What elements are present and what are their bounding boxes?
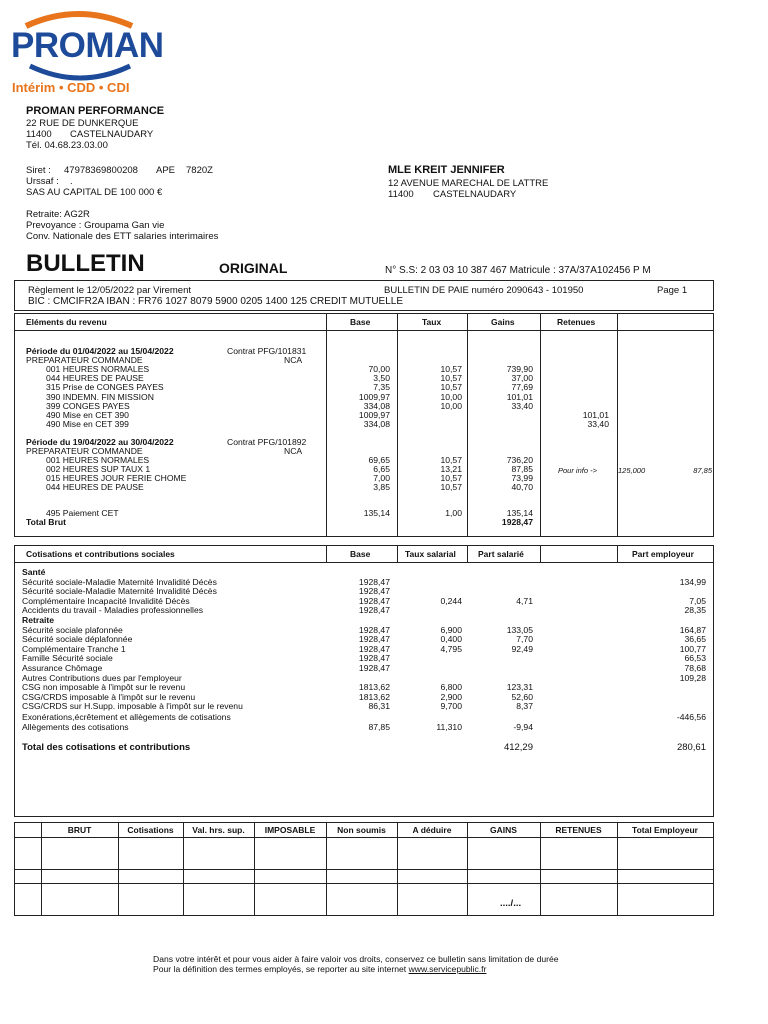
cotisation-taux: 11,310 (436, 721, 462, 732)
line-gains: 40,70 (511, 482, 533, 493)
original-label: ORIGINAL (219, 260, 288, 276)
servicepublic-link[interactable]: www.servicepublic.fr (408, 964, 487, 974)
bulletin-title: BULLETIN (26, 250, 145, 277)
col-divider (617, 545, 618, 562)
cotisation-taux: 6,800 (440, 682, 462, 693)
cotisation-part: 123,31 (506, 682, 533, 693)
summary-divider (14, 869, 714, 870)
line-label: 490 Mise en CET 399 (46, 418, 129, 429)
pour-info-amount: 87,85 (693, 466, 712, 476)
line-label: 044 HEURES DE PAUSE (46, 373, 144, 384)
cotisation-base: 1928,47 (358, 576, 390, 587)
header-taux: Taux (422, 317, 442, 327)
company-tel: Tél. 04.68.23.03.00 (26, 140, 108, 151)
line-base: 6,65 (373, 464, 390, 475)
company-city: CASTELNAUDARY (70, 129, 154, 140)
col-divider (397, 545, 398, 562)
line-gains: 87,85 (511, 464, 533, 475)
cotisation-taux: 0,244 (440, 595, 462, 606)
summary-divider (14, 883, 714, 884)
col-divider (617, 822, 618, 916)
line-taux: 10,57 (440, 373, 462, 384)
ape-label: APE (156, 165, 176, 176)
company-retraite: Retraite: AG2R (26, 209, 90, 220)
cotisation-label: Accidents du travail - Maladies professionnelles (22, 605, 204, 616)
line-taux: 13,21 (440, 464, 462, 475)
line-taux: 10,57 (440, 455, 462, 466)
cotisation-label: Exonérations,écrêtement et allègements de cotisations (22, 711, 231, 722)
cet-taux: 1,00 (445, 508, 462, 518)
ape-value: 7820Z (186, 165, 213, 176)
cotisation-base: 1813,62 (358, 691, 390, 702)
cotisation-label: Sécurité sociale-Maladie Maternité Invalidité Décès (22, 586, 217, 597)
line-taux: 10,57 (440, 364, 462, 375)
col-divider (540, 822, 541, 916)
bulletin-number: BULLETIN DE PAIE numéro 2090643 - 101950 (384, 285, 584, 296)
cotisation-taux: 0,400 (440, 634, 462, 645)
cotisation-taux: 6,900 (440, 624, 462, 635)
nca-code: NCA (284, 446, 303, 456)
cotisation-label: Autres Contributions dues par l'employeur (22, 672, 182, 683)
col-divider (326, 545, 327, 562)
summary-header: BRUT (67, 825, 92, 835)
summary-header: IMPOSABLE (264, 825, 316, 835)
line-label: 002 HEURES SUP TAUX 1 (46, 464, 151, 475)
footer-line2-text: Pour la définition des termes employés, se reporter au site internet (153, 964, 409, 974)
period-title: Période du 01/04/2022 au 15/04/2022 (26, 346, 174, 356)
line-label: 399 CONGES PAYES (46, 400, 130, 411)
line-label: 015 HEURES JOUR FERIE CHOME (46, 473, 187, 484)
cotisation-base: 1928,47 (358, 586, 390, 597)
cotisation-employeur: 164,87 (679, 624, 706, 635)
cotisation-base: 1928,47 (358, 595, 390, 606)
header-elements: Eléments du revenu (26, 317, 107, 327)
cotisation-part: 8,37 (516, 701, 533, 712)
cotisation-label: CSG/CRDS imposable à l'impôt sur le revenu (22, 691, 196, 702)
line-base: 3,85 (373, 482, 390, 493)
line-gains: 736,20 (506, 455, 533, 466)
cotisation-label: Retraite (22, 615, 54, 625)
cotisation-base: 1928,47 (358, 605, 390, 616)
company-street: 22 RUE DE DUNKERQUE (26, 118, 139, 129)
cotis-header-taux: Taux salarial (405, 549, 456, 559)
line-base: 1009,97 (358, 391, 390, 402)
cotisation-label: Sécurité sociale plafonnée (22, 624, 123, 635)
logo-brand: PROMAN (11, 26, 164, 65)
line-taux: 10,57 (440, 382, 462, 393)
cotisation-label: Assurance Chômage (22, 663, 103, 673)
cotisation-label: Complémentaire Incapacité Invalidité Décès (22, 595, 190, 606)
urssaf-label: Urssaf : (26, 176, 59, 187)
employee-name: MLE KREIT JENNIFER (388, 164, 505, 176)
job-title: PREPARATEUR COMMANDE (26, 355, 143, 366)
line-base: 334,08 (363, 400, 390, 411)
cotisation-employeur: 134,99 (679, 576, 706, 587)
reglement: Règlement le 12/05/2022 par Virement (28, 285, 192, 296)
company-name: PROMAN PERFORMANCE (26, 105, 165, 117)
line-gains: 37,00 (511, 373, 533, 384)
cotisation-base: 86,31 (368, 701, 390, 712)
summary-header: GAINS (490, 825, 517, 835)
company-convention: Conv. Nationale des ETT salaries interimaires (26, 231, 219, 242)
line-taux: 10,00 (440, 391, 462, 402)
summary-header: Non soumis (337, 825, 386, 835)
summary-header: Cotisations (127, 825, 174, 835)
cotisation-employeur: 28,35 (684, 605, 706, 616)
line-base: 1009,97 (358, 409, 390, 420)
cotisation-part: 4,71 (516, 595, 533, 606)
cotis-header-base: Base (350, 549, 371, 559)
cotisation-label: Complémentaire Tranche 1 (22, 643, 126, 654)
cotisation-base: 1928,47 (358, 624, 390, 635)
cotisation-label: Santé (22, 567, 46, 577)
page-number: Page 1 (657, 285, 688, 296)
line-retenues: 33,40 (587, 418, 609, 429)
summary-header: RETENUES (555, 825, 602, 835)
total-cotis-label: Total des cotisations et contributions (22, 742, 191, 753)
line-label: 390 INDEMN. FIN MISSION (46, 391, 154, 402)
col-divider (183, 822, 184, 916)
cotisation-label: Allègements des cotisations (22, 721, 129, 732)
line-base: 70,00 (368, 364, 390, 375)
continuation-marker: ..../... (500, 898, 522, 909)
col-divider (397, 822, 398, 916)
cotisation-label: CSG/CRDS sur H.Supp. imposable à l'impôt sur le revenu (22, 701, 243, 712)
siret-label: Siret : (26, 165, 51, 176)
cotisation-taux: 2,900 (440, 691, 462, 702)
bank-details: BIC : CMCIFR2A IBAN : FR76 1027 8079 5900 0205 1400 125 CREDIT MUTUELLE (28, 296, 403, 307)
pour-info-rate: 125,000 (618, 466, 646, 476)
pour-info-label: Pour info -> (558, 466, 597, 476)
contract-number: Contrat PFG/101892 (227, 436, 307, 447)
total-brut-value: 1928,47 (501, 517, 533, 528)
cotis-header-part: Part salarié (478, 549, 524, 559)
cotisation-employeur: 100,77 (679, 643, 706, 654)
header-gains: Gains (491, 317, 515, 327)
col-divider (617, 313, 618, 537)
footer-line2 (153, 965, 486, 975)
cotisation-label: CSG non imposable à l'impôt sur le revenu (22, 682, 186, 693)
revenue-header-divider (14, 330, 714, 331)
line-label: 001 HEURES NORMALES (46, 455, 150, 466)
employee-city: CASTELNAUDARY (433, 189, 517, 200)
line-gains: 73,99 (511, 473, 533, 484)
urssaf-value: . (70, 176, 73, 187)
cotis-header-employeur: Part employeur (632, 549, 694, 559)
line-base: 7,35 (373, 382, 390, 393)
cet-gains: 135,14 (506, 508, 533, 518)
period-title: Période du 19/04/2022 au 30/04/2022 (26, 436, 174, 447)
line-base: 334,08 (363, 418, 390, 429)
logo-tagline: Intérim • CDD • CDI (12, 80, 130, 95)
company-capital: SAS AU CAPITAL DE 100 000 € (26, 187, 163, 198)
line-base: 3,50 (373, 373, 390, 384)
cotisations-header-divider (14, 562, 714, 563)
cotisation-employeur: 36,65 (684, 634, 706, 645)
summary-header: Val. hrs. sup. (192, 825, 245, 835)
header-base: Base (350, 317, 371, 327)
col-divider (326, 822, 327, 916)
cotis-header-title: Cotisations et contributions sociales (26, 549, 175, 559)
siret-value: 47978369800208 (64, 165, 138, 176)
line-label: 044 HEURES DE PAUSE (46, 482, 144, 493)
cotisation-employeur: 109,28 (679, 672, 706, 683)
line-label: 001 HEURES NORMALES (46, 364, 150, 375)
employee-zip: 11400 (388, 189, 414, 200)
cotisation-employeur: 7,05 (689, 595, 706, 606)
line-taux: 10,00 (440, 400, 462, 411)
cotisation-taux: 9,700 (440, 701, 462, 712)
cotisation-label: Sécurité sociale-Maladie Maternité Invalidité Décès (22, 576, 217, 587)
cotisation-employeur: 78,68 (684, 663, 706, 673)
cotisation-part: 92,49 (511, 643, 533, 654)
line-taux: 10,57 (440, 482, 462, 493)
nca-code: NCA (284, 355, 303, 366)
company-prevoyance: Prevoyance : Groupama Gan vie (26, 220, 165, 231)
col-divider (254, 822, 255, 916)
col-divider (467, 313, 468, 537)
total-brut-label: Total Brut (26, 517, 66, 528)
contract-number: Contrat PFG/101831 (227, 346, 307, 356)
total-cotis-employeur: 280,61 (676, 742, 706, 753)
summary-header: A déduire (412, 825, 452, 835)
line-gains: 33,40 (511, 400, 533, 411)
col-divider (118, 822, 119, 916)
company-zip: 11400 (26, 129, 52, 140)
line-retenues: 101,01 (582, 409, 609, 420)
cotisation-taux: 4,795 (440, 643, 462, 654)
total-cotis-part: 412,29 (503, 742, 533, 753)
line-gains: 77,69 (511, 382, 533, 393)
cotisation-label: Sécurité sociale déplafonnée (22, 634, 133, 645)
footer-line1: Dans votre intérêt et pour vous aider à faire valoir vos droits, conservez ce bulletin sans limitation de durée (153, 954, 559, 964)
employee-street: 12 AVENUE MARECHAL DE LATTRE (388, 178, 549, 189)
cotisation-base: 1813,62 (358, 682, 390, 693)
cotisation-employeur: -446,56 (676, 711, 706, 722)
line-base: 7,00 (373, 473, 390, 484)
cet-base: 135,14 (363, 508, 390, 518)
cotisation-part: -9,94 (513, 721, 533, 732)
cotisation-employeur: 66,53 (684, 653, 706, 664)
line-gains: 101,01 (506, 391, 533, 402)
line-label: 315 Prise de CONGES PAYES (46, 382, 164, 393)
job-title: PREPARATEUR COMMANDE (26, 446, 143, 456)
col-divider (540, 545, 541, 562)
line-taux: 10,57 (440, 473, 462, 484)
cotisation-label: Famille Sécurité sociale (22, 653, 113, 664)
cotisation-base: 1928,47 (358, 643, 390, 654)
cotisation-base: 87,85 (368, 721, 390, 732)
col-divider (41, 822, 42, 916)
col-divider (467, 822, 468, 916)
cotisation-part: 52,60 (511, 691, 533, 702)
cotisation-part: 7,70 (516, 634, 533, 645)
line-gains: 739,90 (506, 364, 533, 375)
line-label: 490 Mise en CET 390 (46, 409, 129, 420)
cotisation-base: 1928,47 (358, 663, 390, 673)
col-divider (397, 313, 398, 537)
line-base: 69,65 (368, 455, 390, 466)
cotisation-base: 1928,47 (358, 653, 390, 664)
ss-matricule: N° S.S: 2 03 03 10 387 467 Matricule : 37A/37A102456 P M (385, 265, 651, 276)
cotisation-base: 1928,47 (358, 634, 390, 645)
cet-label: 495 Paiement CET (46, 508, 119, 518)
summary-divider (14, 837, 714, 838)
summary-header: Total Employeur (632, 825, 698, 835)
col-divider (467, 545, 468, 562)
cotisation-part: 133,05 (506, 624, 533, 635)
header-retenues: Retenues (557, 317, 596, 327)
